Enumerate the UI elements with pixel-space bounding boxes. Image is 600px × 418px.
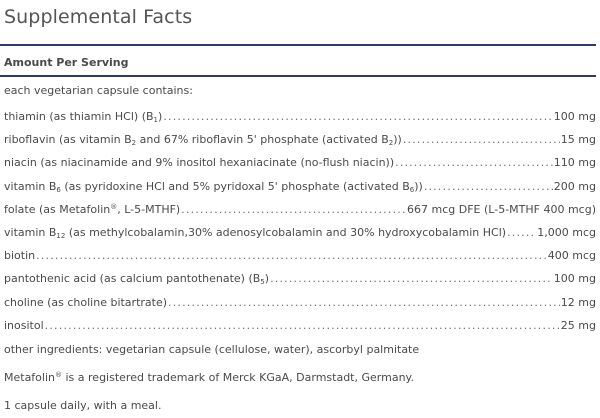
header-divider bbox=[0, 75, 596, 77]
nutrient-row bbox=[4, 180, 596, 203]
leader-dots bbox=[181, 203, 406, 217]
nutrient-amount: 15 mg bbox=[560, 133, 596, 147]
other-ingredients: other ingredients: vegetarian capsule (cellulose, water), ascorbyl palmitate bbox=[4, 343, 420, 356]
nutrient-row bbox=[4, 133, 596, 156]
nutrient-amount: 25 mg bbox=[560, 318, 596, 332]
leader-dots bbox=[168, 296, 560, 310]
leader-dots bbox=[36, 249, 547, 263]
nutrient-amount: 100 mg bbox=[553, 272, 596, 286]
nutrient-row bbox=[4, 203, 596, 226]
nutrient-amount: 110 mg bbox=[553, 156, 596, 170]
leader-dots bbox=[163, 110, 552, 124]
nutrient-amount: 200 mg bbox=[553, 179, 596, 193]
serving-intro: each vegetarian capsule contains: bbox=[4, 84, 193, 97]
nutrient-name: inositol bbox=[4, 318, 44, 332]
nutrient-amount: 100 mg bbox=[553, 110, 596, 123]
trademark-note: Metafolin® is a registered trademark of Merck KGaA, Darmstadt, Germany. bbox=[4, 371, 414, 384]
nutrient-name: folate (as Metafolin®, L-5-MTHF) bbox=[4, 202, 181, 216]
nutrient-row bbox=[4, 296, 596, 319]
nutrient-row bbox=[4, 156, 596, 179]
nutrient-name: vitamin $B_6$ (as pyridoxine HCl and 5% pyridoxal 5' phosphate (activated $B_6$)) bbox=[4, 179, 423, 194]
nutrient-name: thiamin (as thiamin HCl) $(B_1)$ bbox=[4, 110, 163, 124]
amount-per-serving-header: Amount Per Serving bbox=[4, 56, 129, 69]
nutrient-name: choline (as choline bitartrate) bbox=[4, 295, 168, 309]
dosage-instructions: 1 capsule daily, with a meal. bbox=[4, 399, 162, 412]
top-divider bbox=[0, 44, 596, 46]
nutrient-row bbox=[4, 249, 596, 272]
nutrient-name: pantothenic acid (as calcium pantothenate) $(B_5)$ bbox=[4, 272, 270, 287]
nutrient-amount: 12 mg bbox=[560, 295, 596, 309]
nutrient-amount: 1,000 mcg bbox=[537, 225, 596, 239]
leader-dots bbox=[45, 319, 560, 333]
page-title: Supplemental Facts bbox=[4, 6, 193, 28]
leader-dots bbox=[424, 180, 553, 194]
nutrient-list bbox=[4, 110, 596, 342]
leader-dots bbox=[507, 226, 536, 240]
leader-dots bbox=[270, 272, 553, 286]
nutrient-amount: 667 mcg DFE (L-5-MTHF 400 mcg) bbox=[407, 202, 596, 216]
nutrient-amount: 400 mcg bbox=[547, 249, 596, 263]
leader-dots bbox=[395, 156, 553, 170]
nutrient-row bbox=[4, 110, 596, 133]
nutrient-name: riboflavin (as vitamin $B_2$ and 67% riboflavin 5' phosphate (activated $B_2$)) bbox=[4, 133, 402, 148]
leader-dots bbox=[403, 133, 560, 147]
nutrient-row bbox=[4, 226, 596, 249]
nutrient-name: niacin (as niacinamide and 9% inositol hexaniacinate (no-flush niacin)) bbox=[4, 156, 395, 170]
nutrient-row bbox=[4, 272, 596, 295]
nutrient-name: vitamin $B_{12}$ (as methylcobalamin,30% adenosylcobalamin and 30% hydroxycobalamin HCl) bbox=[4, 225, 507, 240]
nutrient-row bbox=[4, 319, 596, 342]
nutrient-name: biotin bbox=[4, 249, 36, 263]
